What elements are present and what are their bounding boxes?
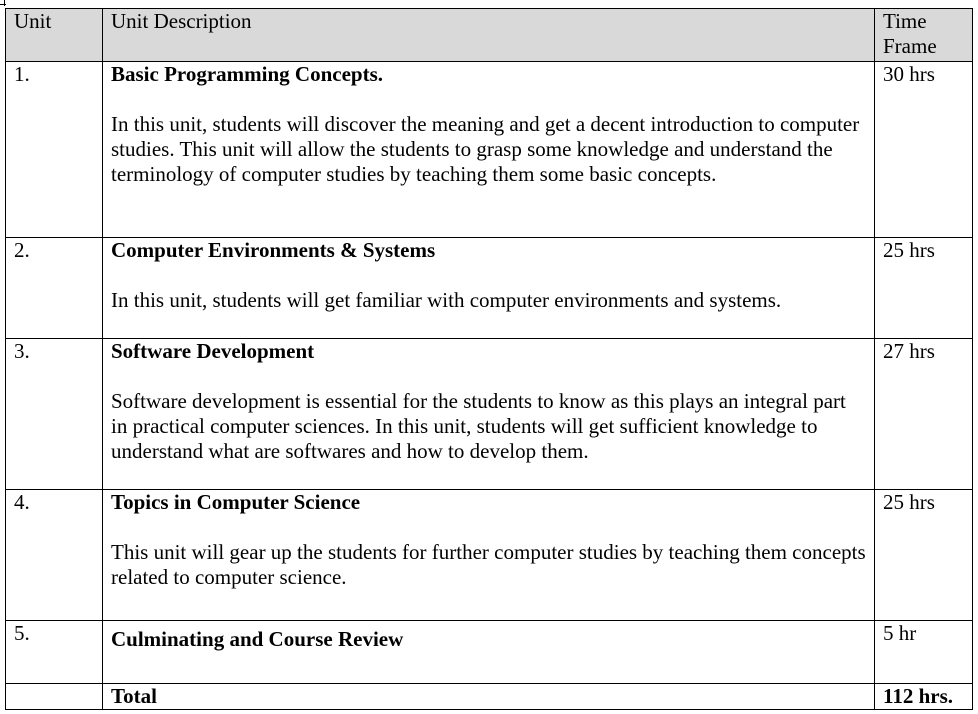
header-row [6, 9, 973, 62]
header-time-frame: Time Frame [875, 9, 973, 62]
unit-time-frame: 27 hrs [875, 339, 973, 490]
corner-mark [0, 4, 6, 5]
table-row [6, 62, 973, 238]
table-header [6, 9, 973, 62]
unit-body: In this unit, students will discover the meaning and get a decent introduction to computer studies. This unit will allow the students to grasp some knowledge and understand the terminology of computer studies by teaching them some basic concepts. [111, 112, 860, 186]
unit-title: Culminating and Course Review [111, 627, 404, 651]
total-time-frame: 112 hrs. [875, 684, 973, 710]
unit-title: Basic Programming Concepts. [111, 62, 384, 86]
unit-time-frame: 25 hrs [875, 490, 973, 621]
unit-title: Computer Environments & Systems [111, 238, 436, 262]
unit-time-frame: 30 hrs [875, 62, 973, 238]
total-row [6, 684, 973, 710]
unit-title: Software Development [111, 339, 315, 363]
corner-mark [4, 0, 5, 6]
unit-description-cell [103, 238, 875, 339]
unit-description-cell [103, 621, 875, 684]
unit-body: Software development is essential for the students to know as this plays an integral part in practical computer sciences. In this unit, students will get sufficient knowledge to understand what are softwares and how to develop them. [111, 389, 846, 463]
unit-description-cell [103, 62, 875, 238]
unit-number: 4. [6, 490, 103, 621]
unit-title: Topics in Computer Science [111, 490, 361, 514]
unit-time-frame: 25 hrs [875, 238, 973, 339]
unit-number: 5. [6, 621, 103, 684]
table-row [6, 621, 973, 684]
table-row [6, 490, 973, 621]
unit-body: In this unit, students will get familiar with computer environments and systems. [111, 288, 782, 312]
total-unit-cell [6, 684, 103, 710]
header-unit: Unit [6, 9, 103, 62]
unit-time-frame: 5 hr [875, 621, 973, 684]
units-table [5, 8, 973, 710]
unit-number: 2. [6, 238, 103, 339]
header-unit-description: Unit Description [103, 9, 875, 62]
unit-description-cell [103, 490, 875, 621]
unit-description-cell [103, 339, 875, 490]
total-label: Total [103, 684, 875, 710]
unit-number: 3. [6, 339, 103, 490]
unit-number: 1. [6, 62, 103, 238]
table-row [6, 339, 973, 490]
unit-body: This unit will gear up the students for further computer studies by teaching them concepts related to computer science. [111, 540, 866, 589]
table-row [6, 238, 973, 339]
